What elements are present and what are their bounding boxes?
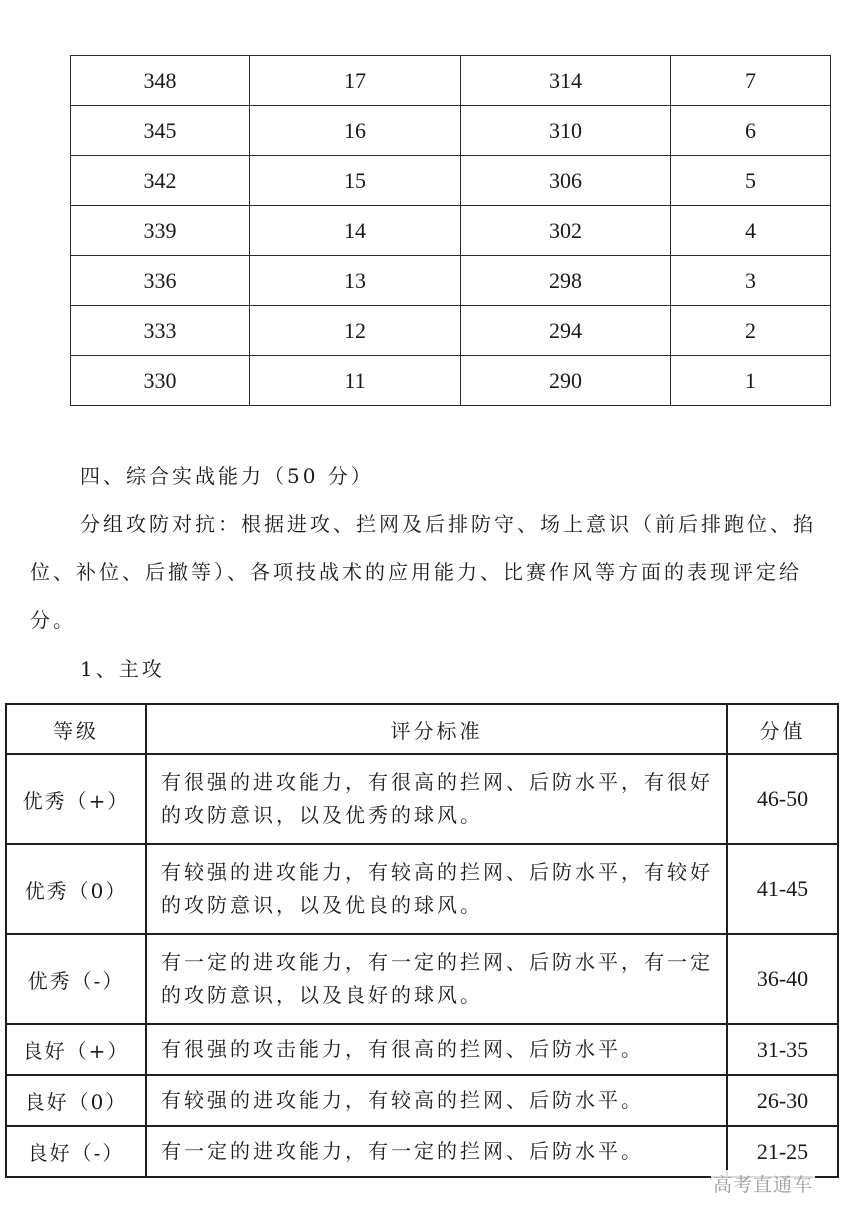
table-row — [6, 934, 838, 1024]
table-cell: 13 — [250, 256, 461, 306]
table-cell: 345 — [71, 106, 250, 156]
score-cell: 46-50 — [727, 754, 838, 844]
level-cell: 优秀（-） — [6, 934, 146, 1024]
table-row — [71, 106, 831, 156]
score-cell: 21-25 — [727, 1126, 838, 1177]
table-row — [71, 56, 831, 106]
table-row — [6, 1075, 838, 1126]
level-cell: 良好（+） — [6, 1024, 146, 1075]
table-cell: 4 — [671, 206, 831, 256]
score-cell: 36-40 — [727, 934, 838, 1024]
table-row — [6, 844, 838, 934]
table-row — [71, 306, 831, 356]
criteria-cell: 有一定的进攻能力，有一定的拦网、后防水平，有一定的攻防意识，以及良好的球风。 — [146, 934, 727, 1024]
table-cell: 5 — [671, 156, 831, 206]
level-cell: 优秀（+） — [6, 754, 146, 844]
table-cell: 15 — [250, 156, 461, 206]
table-cell: 6 — [671, 106, 831, 156]
table-cell: 11 — [250, 356, 461, 406]
table-cell: 333 — [71, 306, 250, 356]
table-row — [71, 256, 831, 306]
criteria-cell: 有一定的进攻能力，有一定的拦网、后防水平。 — [146, 1126, 727, 1177]
table-cell: 2 — [671, 306, 831, 356]
table-cell: 330 — [71, 356, 250, 406]
criteria-cell: 有很强的攻击能力，有很高的拦网、后防水平。 — [146, 1024, 727, 1075]
table-cell: 339 — [71, 206, 250, 256]
score-cell: 41-45 — [727, 844, 838, 934]
table-cell: 342 — [71, 156, 250, 206]
table-row — [71, 356, 831, 406]
header-score: 分值 — [727, 704, 838, 754]
criteria-table — [5, 703, 839, 1178]
table-row — [71, 156, 831, 206]
score-cell: 26-30 — [727, 1075, 838, 1126]
score-cell: 31-35 — [727, 1024, 838, 1075]
table-row — [6, 1024, 838, 1075]
table-cell: 3 — [671, 256, 831, 306]
table-cell: 294 — [461, 306, 671, 356]
section-heading: 四、综合实战能力（50 分） — [80, 464, 374, 488]
table-cell: 314 — [461, 56, 671, 106]
table-cell: 348 — [71, 56, 250, 106]
level-cell: 优秀（0） — [6, 844, 146, 934]
table-row — [71, 206, 831, 256]
table-cell: 14 — [250, 206, 461, 256]
criteria-cell: 有较强的进攻能力，有较高的拦网、后防水平，有较好的攻防意识，以及优良的球风。 — [146, 844, 727, 934]
table-cell: 17 — [250, 56, 461, 106]
header-level: 等级 — [6, 704, 146, 754]
table-row — [6, 754, 838, 844]
table-cell: 310 — [461, 106, 671, 156]
sub-heading: 1、主攻 — [80, 657, 165, 681]
table-cell: 306 — [461, 156, 671, 206]
header-criteria: 评分标准 — [146, 704, 727, 754]
section-paragraph: 分组攻防对抗：根据进攻、拦网及后排防守、场上意识（前后排跑位、掐位、补位、后撤等）、各项技战术的应用能力、比赛作风等方面的表现评定给分。 — [30, 512, 816, 632]
table-cell: 12 — [250, 306, 461, 356]
level-cell: 良好（-） — [6, 1126, 146, 1177]
criteria-cell: 有较强的进攻能力，有较高的拦网、后防水平。 — [146, 1075, 727, 1126]
table-cell: 16 — [250, 106, 461, 156]
table-cell: 7 — [671, 56, 831, 106]
table-header-row — [6, 704, 838, 754]
table-cell: 290 — [461, 356, 671, 406]
level-cell: 良好（0） — [6, 1075, 146, 1126]
table-cell: 336 — [71, 256, 250, 306]
watermark: 高考直通车 — [711, 1170, 815, 1197]
score-table — [70, 55, 831, 406]
table-cell: 298 — [461, 256, 671, 306]
criteria-cell: 有很强的进攻能力，有很高的拦网、后防水平，有很好的攻防意识，以及优秀的球风。 — [146, 754, 727, 844]
table-cell: 1 — [671, 356, 831, 406]
table-cell: 302 — [461, 206, 671, 256]
